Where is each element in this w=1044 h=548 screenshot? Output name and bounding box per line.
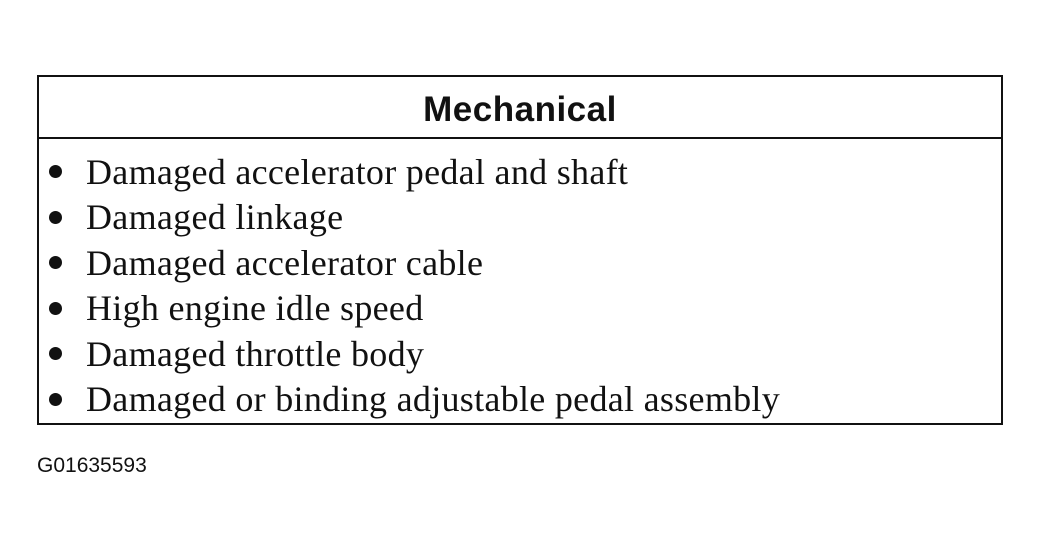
figure-id: G01635593 bbox=[37, 454, 147, 477]
bullet-icon bbox=[49, 165, 62, 178]
list-item-text: Damaged accelerator pedal and shaft bbox=[86, 151, 629, 192]
list-item bbox=[49, 240, 1001, 286]
list-item bbox=[49, 377, 1001, 423]
bullet-icon bbox=[49, 211, 62, 224]
list-item bbox=[49, 286, 1001, 332]
list-item-text: High engine idle speed bbox=[86, 288, 424, 329]
causes-list bbox=[39, 139, 1001, 422]
bullet-icon bbox=[49, 302, 62, 315]
list-item-text: Damaged accelerator cable bbox=[86, 242, 484, 283]
bullet-icon bbox=[49, 256, 62, 269]
list-item-text: Damaged or binding adjustable pedal assembly bbox=[86, 379, 781, 420]
table-header bbox=[39, 77, 1001, 139]
list-item bbox=[49, 195, 1001, 241]
list-item-text: Damaged throttle body bbox=[86, 333, 425, 374]
list-item-text: Damaged linkage bbox=[86, 197, 344, 238]
bullet-icon bbox=[49, 393, 62, 406]
table-title: Mechanical bbox=[423, 89, 617, 129]
causes-table bbox=[37, 75, 1003, 425]
bullet-icon bbox=[49, 347, 62, 360]
list-item bbox=[49, 331, 1001, 377]
list-item bbox=[49, 149, 1001, 195]
